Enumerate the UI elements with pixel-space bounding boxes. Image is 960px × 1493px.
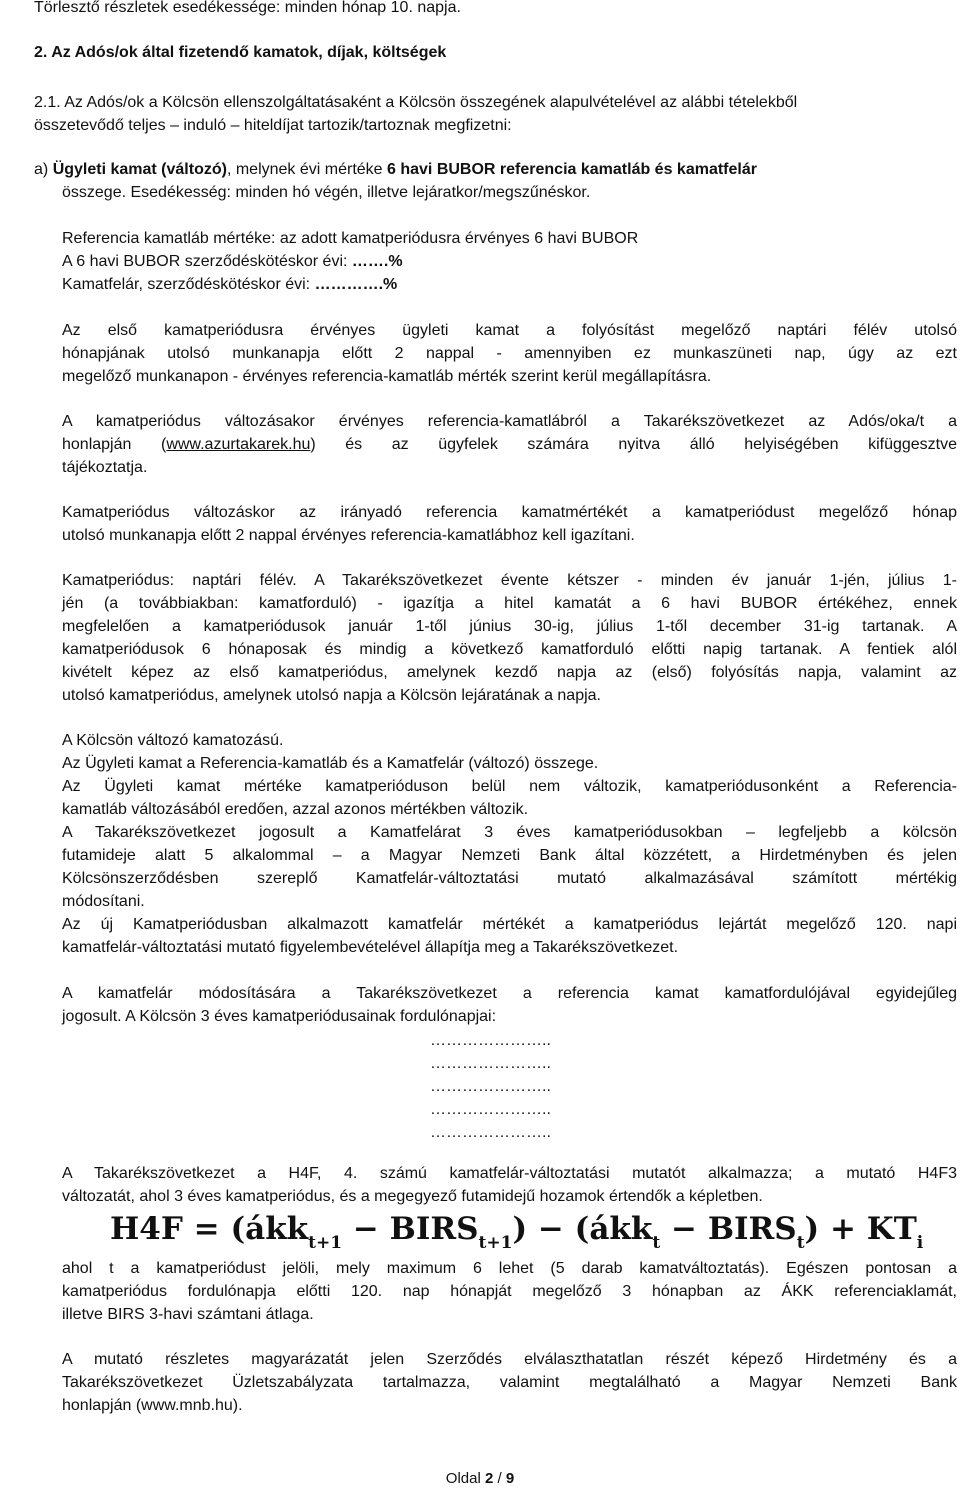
item-a-bold-2: 6 havi BUBOR referencia kamatláb és kamatfelár	[387, 161, 757, 178]
period-line-5: kivételt képez az első kamatperiódus, amelynek kezdő napja az (első) folyósítás napja, valamint az	[62, 664, 957, 681]
margin-label: Kamatfelár, szerződéskötéskor évi:	[62, 276, 315, 293]
period-line-2: jén (a továbbiakban: kamatforduló) - igazítja a hitel kamatát a 6 havi BUBOR értékéhez, ennek	[62, 595, 957, 612]
variable-line-9: Az új Kamatperiódusban alkalmazott kamatfelár mértékét a kamatperiódus lejártát megelőző 120. napi	[62, 916, 957, 933]
page-sep: /	[493, 1470, 506, 1487]
change-line-2	[62, 434, 957, 456]
detail-line-2: Takarékszövetkezet Üzletszabályzata tartalmazza, valamint megtalálható a Magyar Nemzeti Bank	[62, 1374, 957, 1391]
h4f-formula	[110, 1207, 924, 1253]
page-total: 9	[505, 1470, 515, 1487]
variable-line-8: módosítani.	[62, 893, 145, 910]
variable-line-5: A Takarékszövetkezet jogosult a Kamatfelárat 3 éves kamatperiódusokban – legfeljebb a kölcsön	[62, 824, 957, 841]
change-line-1: A kamatperiódus változásakor érvényes referencia-kamatlábról a Takarékszövetkezet az Adós/oka/t a	[62, 413, 957, 430]
item-a-text-1: , melynek évi mértéke	[226, 161, 383, 178]
bubor-value-line	[62, 251, 403, 273]
formula-sub-1: t+1	[308, 1233, 343, 1253]
item-a-line-2: összege. Esedékesség: minden hó végén, illetve lejáratkor/megszűnéskor.	[62, 184, 591, 201]
first-period-line-3: megelőző munkanapon - érvényes referencia-kamatláb mérték szerint kerül megállapításra.	[62, 368, 712, 385]
first-period-line-1: Az első kamatperiódusra érvényes ügyleti kamat a folyósítást megelőző naptári félév utolsó	[62, 322, 957, 339]
where-line-1: ahol t a kamatperiódust jelöli, mely maximum 6 lehet (5 darab kamatváltoztatás). Egészen pontosan a	[62, 1260, 957, 1277]
bubor-placeholder: …….%	[351, 253, 403, 270]
variable-line-1: A Kölcsön változó kamatozású.	[62, 732, 284, 749]
formula-sub-5: i	[916, 1233, 924, 1253]
turning-date-5: …………………..	[430, 1124, 551, 1141]
where-line-3: illetve BIRS 3-havi számtani átlaga.	[62, 1306, 314, 1323]
formula-sub-4: t	[796, 1233, 805, 1253]
margin-placeholder: ………….%	[314, 276, 398, 293]
modification-line-2: jogosult. A Kölcsön 3 éves kamatperiódusainak fordulónapjai:	[62, 1008, 497, 1025]
formula-minus-2: − BIRS	[660, 1211, 797, 1247]
formula-eq: = (ákk	[193, 1211, 309, 1247]
where-line-2: kamatperiódus fordulónapja előtti 120. nap hónapját megelőző 3 hónapban az ÁKK referenciaklamát,	[62, 1283, 957, 1300]
variable-line-10: kamatfelár-változtatási mutató figyelembevételével állapítja meg a Takarékszövetkezet.	[62, 939, 679, 956]
variable-line-2: Az Ügyleti kamat a Referencia-kamatláb és a Kamatfelár (változó) összege.	[62, 755, 599, 772]
h4f-line-2: változatát, ahol 3 éves kamatperiódus, és a megegyező futamidejű hozamok értendők a képletben.	[62, 1188, 763, 1205]
margin-value-line	[62, 274, 397, 296]
variable-line-3: Az Ügyleti kamat mértéke kamatperióduson belül nem változik, kamatperiódusonként a Referencia-	[62, 778, 957, 795]
item-a-bold-1: Ügyleti kamat (változó)	[52, 161, 227, 178]
variable-line-7: Kölcsönszerződésben szereplő Kamatfelár-változtatási mutató alkalmazásával számított mértékig	[62, 870, 957, 887]
period-line-6: utolsó kamatperiódus, amelynek utolsó napja a Kölcsön lejáratának a napja.	[62, 687, 601, 704]
clause-2-1-line-1: 2.1. Az Adós/ok a Kölcsön ellenszolgáltatásaként a Kölcsön összegének alapulvételével az alábbi tételekből	[34, 94, 798, 111]
change-line-2-b: ) és az ügyfelek számára nyitva álló helyiségében kifüggesztve	[310, 436, 958, 453]
adjust-line-2: utolsó munkanapja előtt 2 nappal érvényes referencia-kamatlábhoz kell igazítani.	[62, 527, 635, 544]
modification-line-1: A kamatfelár módosítására a Takarékszövetkezet a referencia kamat kamatfordulójával egyidejűleg	[62, 985, 957, 1002]
formula-sub-3: t	[652, 1233, 661, 1253]
turning-date-2: …………………..	[430, 1055, 551, 1072]
variable-line-6: futamideje alatt 5 alkalommal – a Magyar Nemzeti Bank által közzétett, a Hirdetményben és jelen	[62, 847, 957, 864]
reference-rate-line: Referencia kamatláb mértéke: az adott kamatperiódusra érvényes 6 havi BUBOR	[62, 230, 639, 247]
detail-line-1: A mutató részletes magyarázatát jelen Szerződés elválaszthatatlan részét képező Hirdetmény és a	[62, 1351, 957, 1368]
detail-line-3: honlapján (www.mnb.hu).	[62, 1397, 243, 1414]
formula-end: ) + KT	[804, 1211, 917, 1247]
h4f-line-1: A Takarékszövetkezet a H4F, 4. számú kamatfelár-változtatási mutatót alkalmazza; a mutató H4F3	[62, 1165, 957, 1182]
item-a-line-1	[34, 159, 757, 181]
variable-line-4: kamatláb változásából eredően, azzal azonos mértékben változik.	[62, 801, 529, 818]
change-line-3: tájékoztatja.	[62, 459, 148, 476]
formula-mid: ) − (ákk	[512, 1211, 653, 1247]
bubor-label: A 6 havi BUBOR szerződéskötéskor évi:	[62, 253, 352, 270]
formula-minus-1: − BIRS	[342, 1211, 479, 1247]
turning-date-4: …………………..	[430, 1101, 551, 1118]
formula-sub-2: t+1	[478, 1233, 513, 1253]
website-link[interactable]: www.azurtakarek.hu	[166, 436, 311, 453]
clause-2-1-line-2: összetevődő teljes – induló – hiteldíjat tartozik/tartoznak megfizetni:	[34, 117, 512, 134]
page-current: 2	[484, 1470, 494, 1487]
page-label: Oldal	[445, 1470, 485, 1487]
page-footer	[0, 1470, 960, 1487]
section-heading: 2. Az Adós/ok által fizetendő kamatok, díjak, költségek	[34, 44, 447, 61]
period-line-3: megfelelően a kamatperiódusok január 1-től június 30-ig, július 1-től december 31-ig tartanak. A	[62, 618, 957, 635]
formula-text	[110, 1211, 924, 1253]
period-line-1: Kamatperiódus: naptári félév. A Takarékszövetkezet évente kétszer - minden év január 1-jén, július 1-	[62, 572, 957, 589]
change-line-2-a: honlapján (	[62, 436, 167, 453]
period-line-4: kamatperiódusok 6 hónaposak és mindig a következő kamatforduló előtti napig tartanak. A fentiek alól	[62, 641, 957, 658]
due-date-line: Törlesztő részletek esedékessége: minden hónap 10. napja.	[34, 0, 461, 16]
first-period-line-2: hónapjának utolsó munkanapja előtt 2 nappal - amennyiben ez munkaszüneti nap, úgy az ezt	[62, 345, 957, 362]
turning-date-3: …………………..	[430, 1078, 551, 1095]
formula-lhs: H4F	[110, 1211, 183, 1247]
adjust-line-1: Kamatperiódus változáskor az irányadó referencia kamatmértékét a kamatperiódust megelőző hónap	[62, 504, 957, 521]
turning-date-1: …………………..	[430, 1032, 551, 1049]
item-a-prefix: a)	[34, 161, 49, 178]
